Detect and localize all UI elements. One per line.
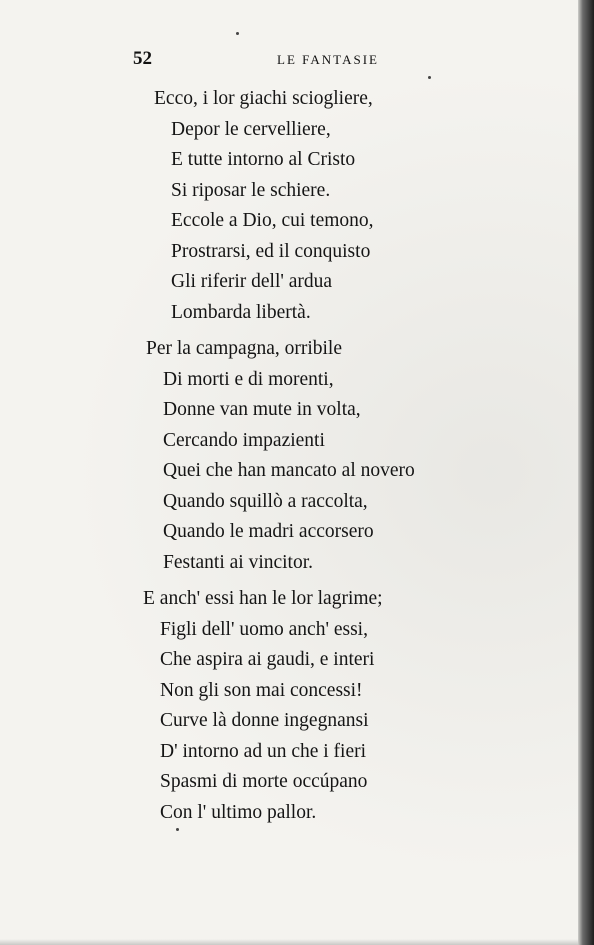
verse-line: D' intorno ad un che i fieri [160, 740, 367, 762]
verse-line: Di morti e di morenti, [163, 368, 334, 390]
stanza-1 [154, 84, 373, 328]
verse-line: Figli dell' uomo anch' essi, [160, 618, 368, 640]
verse-line: Donne van mute in volta, [163, 399, 361, 420]
ink-speck [176, 828, 179, 831]
verse-line: Quando squillò a raccolta, [163, 490, 368, 512]
verse-line: Che aspira ai gaudi, e interi [160, 649, 375, 670]
verse-line: Eccole a Dio, cui temono, [171, 210, 374, 231]
ink-speck [236, 32, 239, 35]
page-header [0, 48, 578, 72]
verse-line: Spasmi di morte occúpano [160, 771, 368, 792]
verse-line: E tutte intorno al Cristo [171, 149, 356, 170]
verse-line: Gli riferir dell' ardua [171, 271, 333, 292]
verse-line: Ecco, i lor giachi sciogliere, [154, 88, 373, 109]
stanza-2 [146, 334, 415, 578]
verse-line: Con l' ultimo pallor. [160, 801, 317, 823]
verse-line: Curve là donne ingegnansi [160, 710, 369, 731]
verse-line: Quando le madri accorsero [163, 521, 374, 542]
page-number: 52 [133, 48, 152, 69]
verse-line: Lombarda libertà. [171, 301, 311, 323]
running-head: LE FANTASIE [277, 52, 379, 67]
verse-line: Si riposar le schiere. [171, 179, 331, 201]
page-edge-shadow [578, 0, 594, 945]
verse-line: E anch' essi han le lor lagrime; [143, 588, 383, 609]
verse-line: Festanti ai vincitor. [163, 551, 314, 573]
verse-line: Per la campagna, orribile [146, 338, 342, 359]
ink-speck [428, 76, 431, 79]
verse-line: Quei che han mancato al novero [163, 460, 415, 481]
verse-line: Cercando impazienti [163, 429, 325, 451]
page-bottom-shadow [0, 939, 578, 945]
verse-line: Depor le cervelliere, [171, 118, 331, 140]
verse-line: Non gli son mai concessi! [160, 679, 363, 701]
verse-line: Prostrarsi, ed il conquisto [171, 240, 371, 262]
stanza-3 [143, 584, 383, 828]
